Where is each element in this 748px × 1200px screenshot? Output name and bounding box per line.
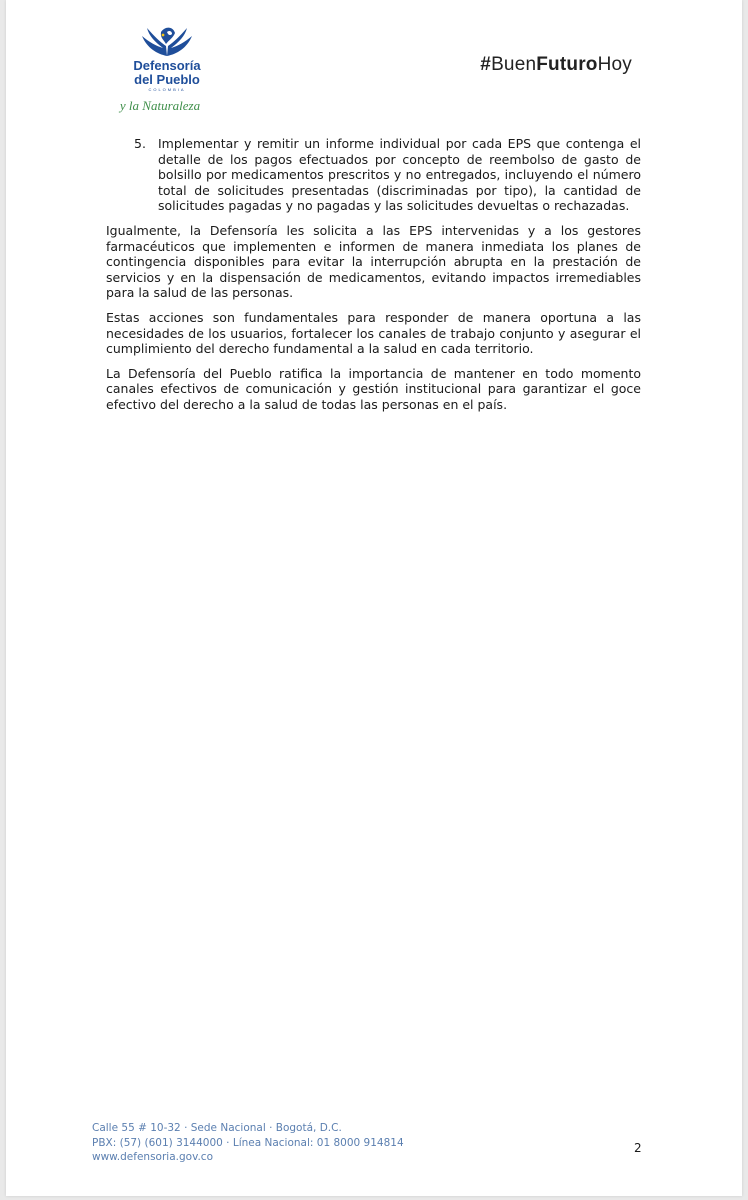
list-item-number: 5. [134,136,146,151]
campaign-hashtag [480,54,632,76]
list-item [106,136,641,214]
footer-phone: PBX: (57) (601) 3144000 · Línea Nacional: 01 8000 914814 [92,1136,404,1149]
paragraph-contingency: Igualmente, la Defensoría les solicita a las EPS intervenidas y a los gestores farmacéuticos que implementen e informen de manera inmediata los planes de contingencia disponibles para evitar la interrupción abrupta en la prestación de servicios y en la dispensación de medicamentos, evitando impactos irremediables para la salud de las personas. [106,222,641,301]
org-country: COLOMBIA [148,87,186,92]
org-name-line1: Defensoría [133,58,201,73]
paragraph-ratification: La Defensoría del Pueblo ratifica la importancia de mantener en todo momento canales efectivos de comunicación y gestión institucional para garantizar el goce efectivo del derecho a la salud de todas las personas en el país. [106,365,641,412]
document-body [106,136,641,422]
page-footer [92,1121,404,1165]
org-tagline: y la Naturaleza [119,98,201,113]
hashtag-part2: Futuro [536,54,598,75]
hashtag-part1: Buen [491,54,537,75]
page-number: 2 [634,1141,642,1155]
hashtag-part3: Hoy [597,54,632,75]
org-name-line2: del Pueblo [134,72,200,87]
organization-logo [119,24,212,114]
hashtag-prefix: # [480,54,492,75]
document-page [6,0,742,1196]
footer-website[interactable]: www.defensoria.gov.co [92,1151,213,1163]
dove-hands-icon [139,24,195,58]
paragraph-actions: Estas acciones son fundamentales para responder de manera oportuna a las necesidades de los usuarios, fortalecer los canales de trabajo conjunto y asegurar el cumplimiento del derecho fundamental a la salud en cada territorio. [106,309,641,357]
list-item-text: Implementar y remitir un informe individual por cada EPS que contenga el detalle de los pagos efectuados por concepto de reembolso de gasto de bolsillo por medicamentos prescritos y no entregados, incluyendo el número total de solicitudes presentadas (discriminadas por tipo), la cantidad de solicitudes pagadas y no pagadas y las solicitudes devueltas o rechazadas. [158,136,641,214]
footer-address: Calle 55 # 10-32 · Sede Nacional · Bogotá, D.C. [92,1122,342,1134]
